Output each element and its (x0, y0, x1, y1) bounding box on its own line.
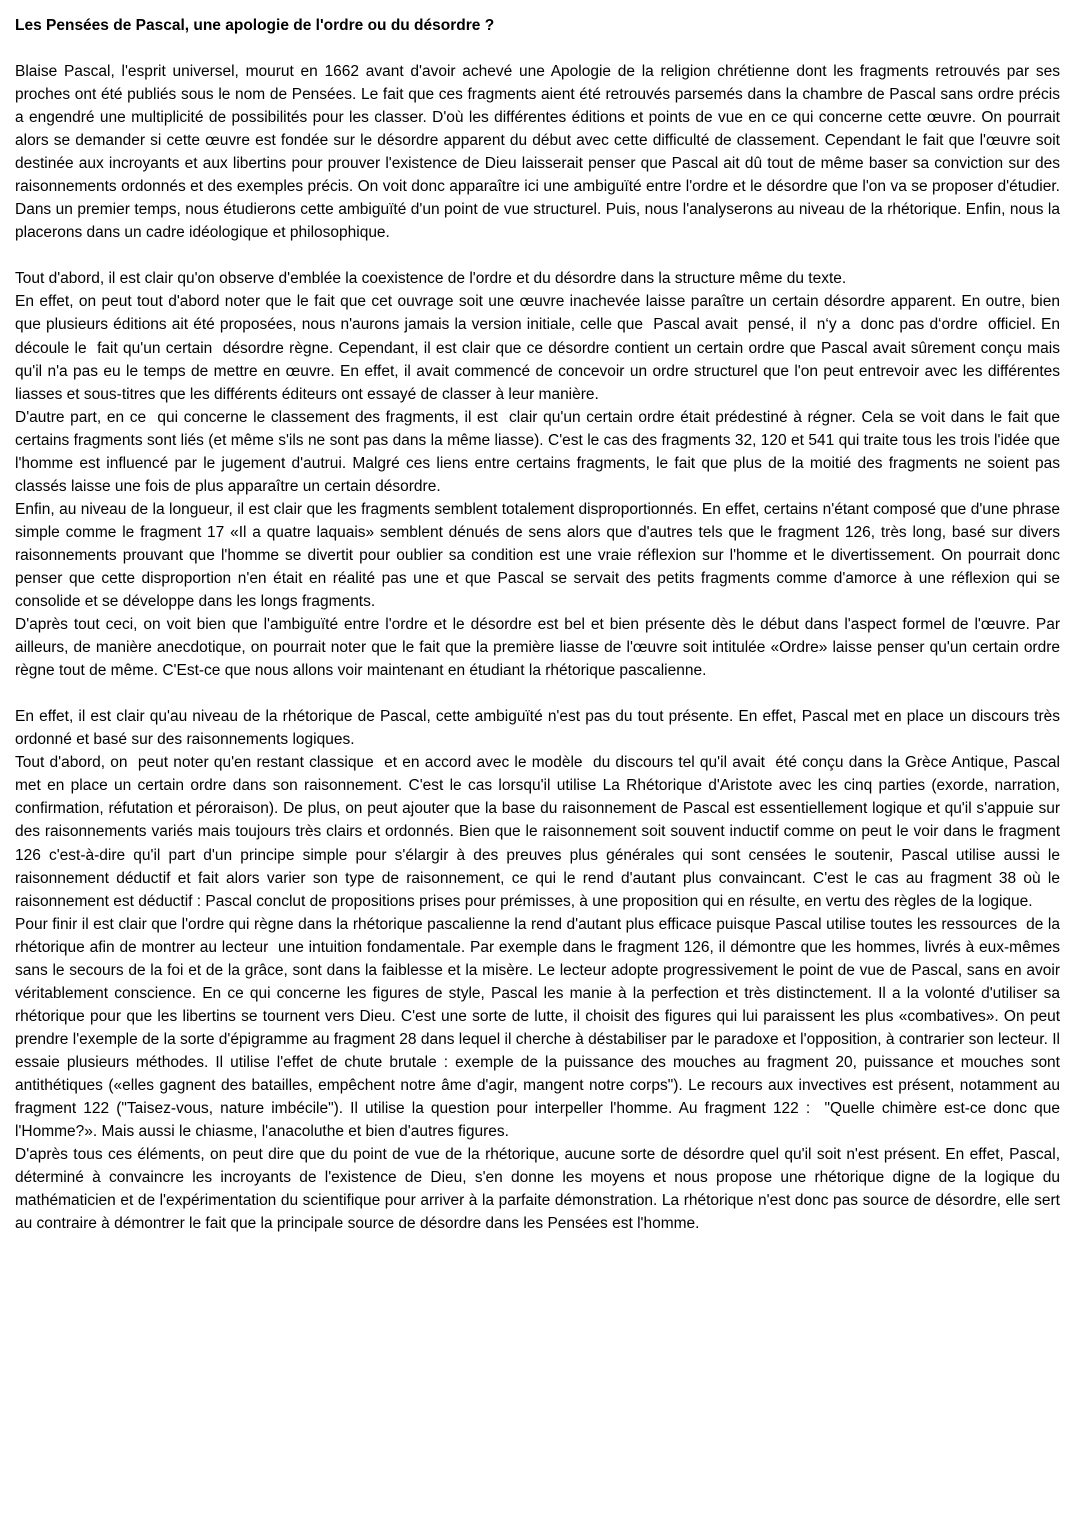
paragraph: D'après tous ces éléments, on peut dire que du point de vue de la rhétorique, aucune sorte de désordre quel qu'il soit n'est présent. En effet, Pascal, déterminé à convaincre les incroyants de l'existence de Dieu, s'en donne les moyens et nous propose une rhétorique digne de la logique du mathématicien et de l'expérimentation du scientifique pour arriver à la parfaite démonstration. La rhétorique n'est donc pas source de désordre, elle sert au contraire à démontrer le fait que la principale source de désordre dans les Pensées est l'homme. (15, 1146, 1065, 1233)
paragraph: En effet, il est clair qu'au niveau de la rhétorique de Pascal, cette ambiguïté n'est pas du tout présente. En effet, Pascal met en place un discours très ordonné et basé sur des raisonnements logiques. (15, 708, 1065, 749)
paragraph: D'autre part, en ce qui concerne le classement des fragments, il est clair qu'un certain ordre était prédestiné à régner. Cela se voit dans le fait que certains fragments sont liés (et même s'ils ne sont pas dans la même liasse). C'est le cas des fragments 32, 120 et 541 qui traite tous les trois l'idée que l'homme est influencé par le jugement d'autrui. Malgré ces liens entre certains fragments, le fait que plus de la moitié des fragments ne soient pas classés laisse une fois de plus apparaître un certain désordre. (15, 408, 1065, 495)
paragraph: Blaise Pascal, l'esprit universel, mourut en 1662 avant d'avoir achevé une Apologie de la religion chrétienne dont les fragments retrouvés par ses proches ont été publiés sous le nom de Pensées. Le fait que ces fragments aient été retrouvés parsemés dans la chambre de Pascal sans ordre précis a engendré une multiplicité de possibilités pour les classer. D'où les différentes éditions et points de vue en ce qui concerne cette œuvre. On pourrait alors se demander si cette œuvre est fondée sur le désordre apparent du début avec cette difficulté de classement. Cependant le fait que l'œuvre soit destinée aux incroyants et aux libertins pour prouver l'existence de Dieu laisserait penser que Pascal ait dû tout de même baser sa conviction sur des raisonnements ordonnés et des exemples précis. On voit donc apparaître ici une ambiguïté entre l'ordre et le désordre que l'on va se proposer d'étudier. Dans un premier temps, nous étudierons cette ambiguïté d'un point de vue structurel. Puis, nous l'analyserons au niveau de la rhétorique. Enfin, nous la placerons dans un cadre idéologique et philosophique. (15, 63, 1065, 242)
document-title: Les Pensées de Pascal, une apologie de l'ordre ou du désordre ? (15, 17, 495, 34)
paragraph-block-intro (15, 60, 1065, 244)
paragraph-block-part-one (15, 267, 1069, 682)
paragraph: Tout d'abord, il est clair qu'on observe d'emblée la coexistence de l'ordre et du désordre dans la structure même du texte. (15, 270, 847, 288)
paragraph: D'après tout ceci, on voit bien que l'ambiguïté entre l'ordre et le désordre est bel et bien présente dès le début dans l'aspect formel de l'œuvre. Par ailleurs, de manière anecdotique, on pourrait noter que le fait que la première liasse de l'œuvre soit intitulée «Ordre» laisse penser qu'un certain ordre règne tout de même. C'Est-ce que nous allons voir maintenant en étudiant la rhétorique pascalienne. (15, 616, 1065, 680)
paragraph: Pour finir il est clair que l'ordre qui règne dans la rhétorique pascalienne la rend d'autant plus efficace puisque Pascal utilise toutes les ressources de la rhétorique afin de montrer au lecteur une intuition fondamentale. Par exemple dans le fragment 126, il démontre que les hommes, livrés à eux-mêmes sans le secours de la foi et de la grâce, sont dans la faiblesse et la misère. Le lecteur adopte progressivement le point de vue de Pascal, sans en avoir véritablement conscience. En ce qui concerne les figures de style, Pascal les manie à la perfection et très distinctement. Il a la volonté d'utiliser sa rhétorique pour que les libertins se tournent vers Dieu. C'est une sorte de lutte, il choisit des figures qui lui paraissent les plus «combatives». On peut prendre l'exemple de la sorte d'épigramme au fragment 28 dans lequel il cherche à déstabiliser par le paradoxe et l'opposition, à contrarier son lecteur. Il essaie plusieurs méthodes. Il utilise l'effet de chute brutale : exemple de la puissance des mouches au fragment 20, puissance et mouches sont antithétiques («elles gagnent des batailles, empêchent notre âme d'agir, mangent notre corps"). Le recours aux invectives est présent, notamment au fragment 122 ("Taisez-vous, nature imbécile"). Il utilise la question pour interpeller l'homme. Au fragment 122 : "Quelle chimère est-ce donc que l'Homme?». Mais aussi le chiasme, l'anacoluthe et bien d'autres figures. (15, 915, 1065, 1141)
paragraph: En effet, on peut tout d'abord noter que le fait que cet ouvrage soit une œuvre inachevée laisse paraître un certain désordre apparent. En outre, bien que plusieurs éditions ait été proposées, nous n'aurons jamais la version initiale, celle que Pascal avait pensé, il n‘y a donc pas d‘ordre officiel. En découle le fait qu'un certain désordre règne. Cependant, il est clair que ce désordre contient un certain ordre que Pascal avait sûrement conçu mais qu'il n'a pas eu le temps de mettre en œuvre. En effet, il avait commencé de concevoir un ordre structurel que l'on peut entrevoir avec les différentes liasses et sous-titres que les différents éditeurs ont essayé de classer à leur manière. (15, 293, 1069, 403)
paragraph-block-part-two (15, 705, 1065, 1235)
paragraph: Enfin, au niveau de la longueur, il est clair que les fragments semblent totalement disproportionnés. En effet, certains n'étant composé que d'une phrase simple comme le fragment 17 «Il a quatre laquais» semblent dénués de sens alors que d'autres tels que le fragment 126, très long, basé sur divers raisonnements prouvant que l'homme se divertit pour oublier sa condition est une vraie réflexion sur l'homme et le divertissement. On pourrait donc penser que cette disproportion n'en était en réalité pas une et que Pascal se servait des petits fragments comme d'amorce à une réflexion qui se consolide et se développe dans les longs fragments. (15, 500, 1065, 611)
paragraph: Tout d'abord, on peut noter qu'en restant classique et en accord avec le modèle du discours tel qu'il avait été conçu dans la Grèce Antique, Pascal met en place un certain ordre dans son raisonnement. C'est le cas lorsqu'il utilise La Rhétorique d'Aristote avec les cinq parties (exorde, narration, confirmation, réfutation et péroraison). De plus, on peut ajouter que la base du raisonnement de Pascal est essentiellement logique et qu'il s'appuie sur des raisonnements variés mais toujours très clairs et ordonnés. Bien que le raisonnement soit souvent inductif comme on peut le voir dans le fragment 126 c'est-à-dire qu'il part d'un principe simple pour s'élargir à des preuves plus générales qui sont censées le soutenir, Pascal utilise aussi le raisonnement déductif et fait alors varier son type de raisonnement, ce qui le rend d'autant plus convaincant. C'est le cas au fragment 38 où le raisonnement est déductif : Pascal conclut de propositions prises pour prémisses, à une proposition qui en résulte, en vertu des règles de la logique. (15, 754, 1065, 910)
